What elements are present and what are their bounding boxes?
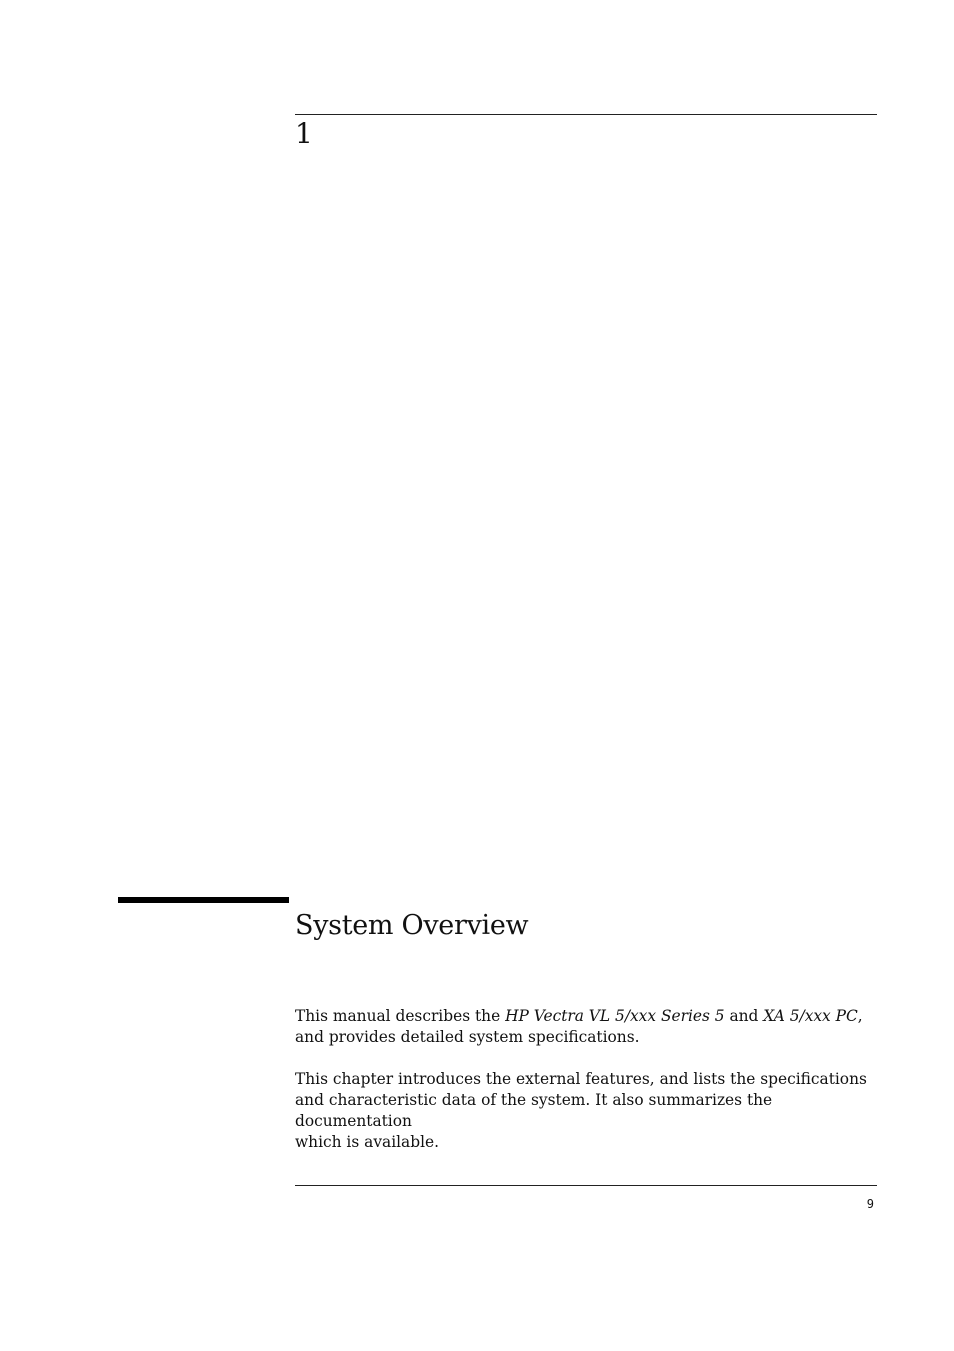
bottom-rule [295,1185,877,1186]
intro-text-4: and provides detailed system specifications. [295,1028,640,1046]
summary-line-3: which is available. [295,1133,439,1151]
intro-text-1: This manual describes the [295,1007,506,1025]
intro-text-3: , [857,1007,863,1025]
top-rule [295,114,877,115]
page-number: 9 [866,1197,874,1211]
intro-text-2: and [724,1007,764,1025]
product-name-xa: XA 5/xxx PC [763,1007,858,1025]
intro-paragraph [295,1006,877,1048]
chapter-title-bar [118,897,289,903]
chapter-number: 1 [295,117,313,150]
chapter-title: System Overview [295,910,529,941]
summary-line-1: This chapter introduces the external features, and lists the specifications [295,1070,867,1088]
chapter-summary-paragraph [295,1069,877,1153]
summary-line-2: and characteristic data of the system. It also summarizes the documentation [295,1091,773,1130]
product-name-vl: HP Vectra VL 5/xxx Series 5 [505,1007,725,1025]
